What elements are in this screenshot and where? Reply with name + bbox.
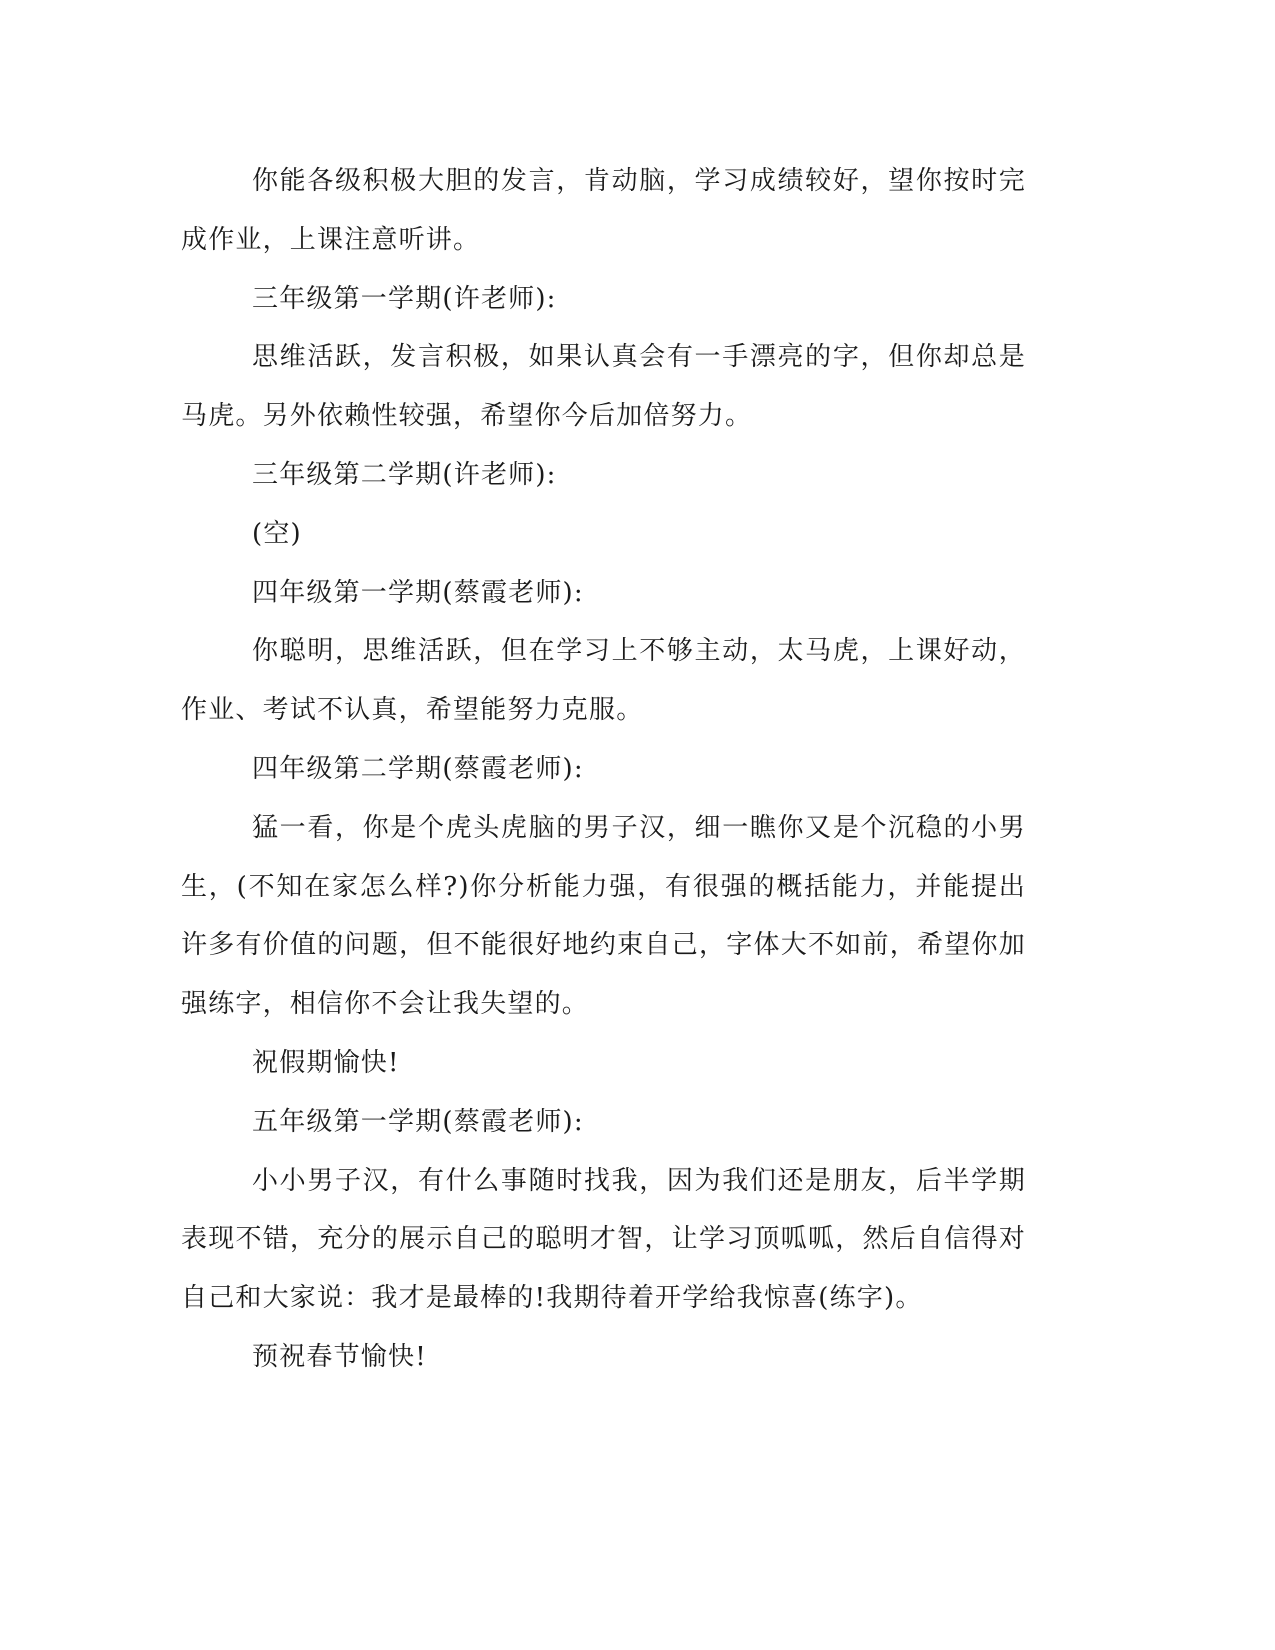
semester-heading: 四年级第二学期(蔡霞老师): — [252, 753, 584, 784]
document-body — [181, 152, 1026, 1387]
closing-wish: 预祝春节愉快! — [252, 1341, 427, 1372]
empty-comment: (空) — [252, 518, 302, 549]
comment-paragraph: 小小男子汉，有什么事随时找我，因为我们还是朋友，后半学期表现不错，充分的展示自己的聪明才智，让学习顶呱呱，然后自信得对自己和大家说：我才是最棒的!我期待着开学给我惊喜(练字)。 — [181, 1165, 1026, 1314]
comment-paragraph: 你能各级积极大胆的发言，肯动脑，学习成绩较好，望你按时完成作业，上课注意听讲。 — [181, 166, 1026, 255]
semester-heading: 五年级第一学期(蔡霞老师): — [252, 1106, 584, 1137]
semester-heading: 三年级第一学期(许老师): — [252, 283, 557, 314]
comment-paragraph: 思维活跃，发言积极，如果认真会有一手漂亮的字，但你却总是马虎。另外依赖性较强，希望你今后加倍努力。 — [181, 342, 1026, 432]
closing-wish: 祝假期愉快! — [252, 1047, 400, 1078]
comment-paragraph: 猛一看，你是个虎头虎脑的男子汉，细一瞧你又是个沉稳的小男生，(不知在家怎么样?)你分析能力强，有很强的概括能力，并能提出许多有价值的问题，但不能很好地约束自己，字体大不如前，希望你加强练字，相信你不会让我失望的。 — [181, 812, 1026, 1020]
semester-heading: 三年级第二学期(许老师): — [252, 459, 557, 490]
comment-paragraph: 你聪明，思维活跃，但在学习上不够主动，太马虎，上课好动，作业、考试不认真，希望能努力克服。 — [181, 636, 1026, 726]
semester-heading: 四年级第一学期(蔡霞老师): — [252, 577, 584, 608]
